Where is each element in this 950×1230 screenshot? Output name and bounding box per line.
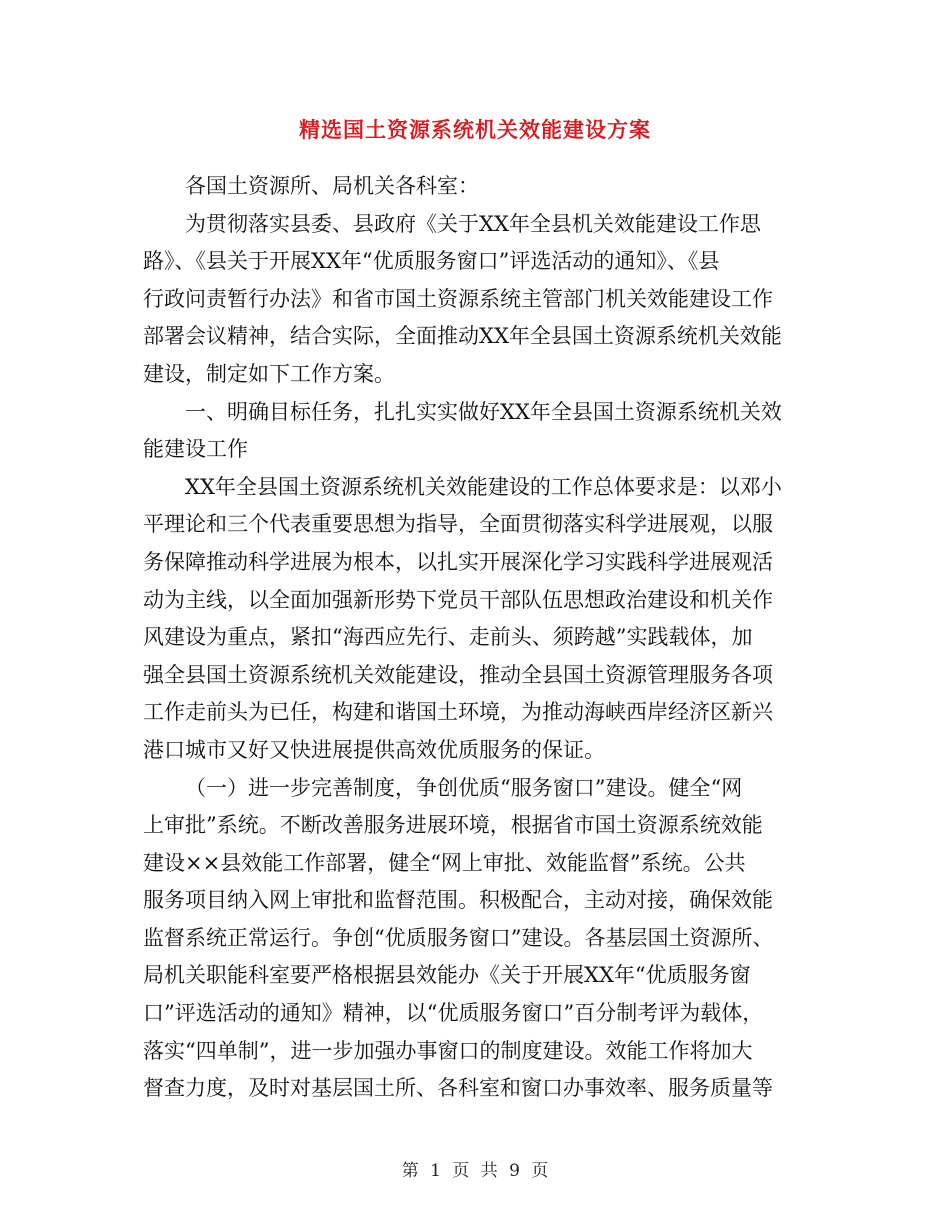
- body-line: 督查力度，及时对基层国土所、各科室和窗口办事效率、服务质量等: [143, 1076, 773, 1101]
- body-line: 局机关职能科室要严格根据县效能办《关于开展XX年“优质服务窗: [143, 963, 751, 988]
- body-line: 口”评选活动的通知》精神，以“优质服务窗口”百分制考评为载体，: [143, 1001, 764, 1026]
- body-line: 一、明确目标任务，扎扎实实做好XX年全县国土资源系统机关效: [185, 399, 782, 424]
- body-line: 上审批”系统。不断改善服务进展环境，根据省市国土资源系统效能: [143, 813, 763, 838]
- document-title: 精选国土资源系统机关效能建设方案: [299, 117, 651, 142]
- body-line: 监督系统正常运行。争创“优质服务窗口”建设。各基层国土资源所、: [143, 925, 774, 950]
- document-body: [143, 168, 807, 1108]
- body-line: 各国土资源所、局机关各科室：: [185, 174, 479, 198]
- body-line: XX年全县国土资源系统机关效能建设的工作总体要求是：以邓小: [185, 474, 782, 499]
- body-line: 行政问责暂行办法》和省市国土资源系统主管部门机关效能建设工作: [143, 286, 773, 311]
- body-line: 建设，制定如下工作方案。: [143, 361, 395, 386]
- body-line: 落实“四单制”，进一步加强办事窗口的制度建设。效能工作将加大: [143, 1038, 753, 1063]
- body-line: 港口城市又好又快进展提供高效优质服务的保证。: [143, 737, 605, 762]
- body-line: 工作走前头为已任，构建和谐国土环境，为推动海峡西岸经济区新兴: [143, 700, 773, 725]
- body-line: 建设××县效能工作部署，健全“网上审批、效能监督”系统。公共: [143, 850, 746, 875]
- body-line: 部署会议精神，结合实际，全面推动XX年全县国土资源系统机关效能: [143, 324, 782, 349]
- body-line: 能建设工作: [143, 437, 248, 462]
- body-line: 强全县国土资源系统机关效能建设，推动全县国土资源管理服务各项: [143, 662, 773, 687]
- body-line: 平理论和三个代表重要思想为指导，全面贯彻落实科学进展观，以服: [143, 512, 773, 537]
- body-line: 务保障推动科学进展为根本，以扎实开展深化学习实践科学进展观活: [143, 549, 773, 574]
- page-footer: 第 1 页 共 9 页: [401, 1161, 549, 1181]
- body-line: 动为主线，以全面加强新形势下党员干部队伍思想政治建设和机关作: [143, 587, 773, 612]
- body-line: 为贯彻落实县委、县政府《关于XX年全县机关效能建设工作思: [185, 211, 761, 236]
- body-line: （一）进一步完善制度，争创优质“服务窗口”建设。健全“网: [185, 775, 743, 800]
- body-line: 服务项目纳入网上审批和监督范围。积极配合，主动对接，确保效能: [143, 888, 773, 913]
- body-line: 路》、《县关于开展XX年“优质服务窗口”评选活动的通知》、《县: [143, 249, 720, 274]
- body-line: 风建设为重点，紧扣“海西应先行、走前头、须跨越”实践载体，加: [143, 625, 753, 650]
